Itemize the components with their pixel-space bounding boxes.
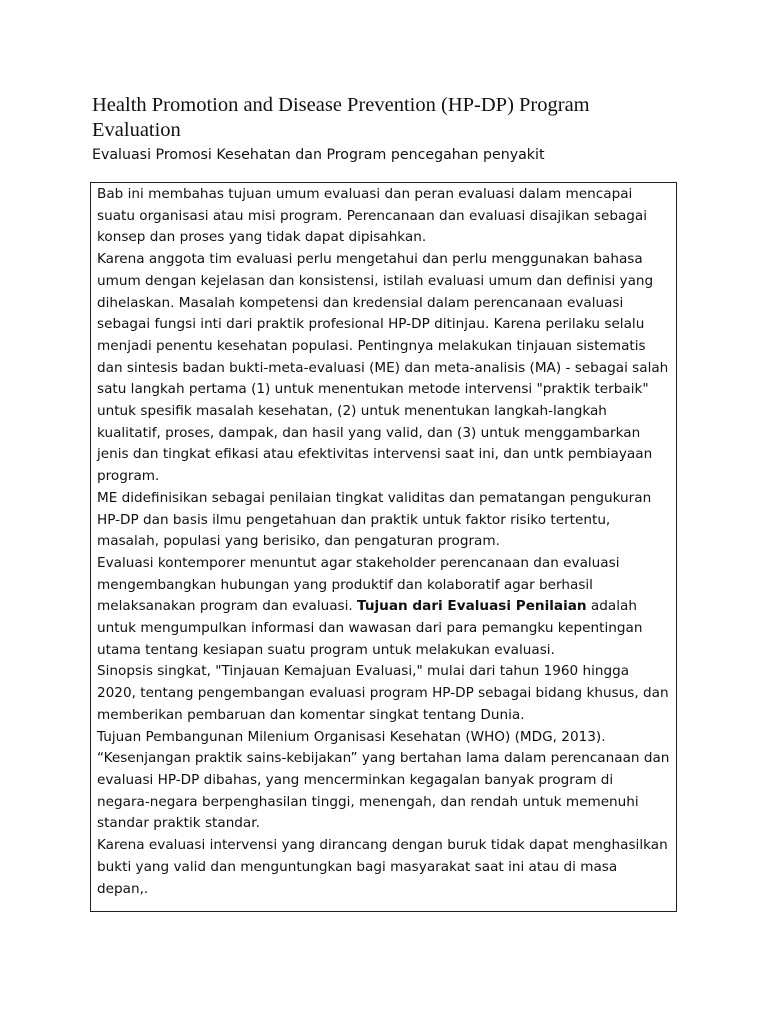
paragraph-stakeholders-lead: Evaluasi kontemporer menuntut agar stakeholder perencanaan dan evaluasi mengembangkan hubungan yang produktif dan kolaboratif agar berhasil melaksanakan program dan evaluasi. bbox=[97, 554, 620, 615]
bold-phrase: Tujuan dari Evaluasi Penilaian bbox=[357, 598, 587, 615]
paragraph-mdg: Tujuan Pembangunan Milenium Organisasi Kesehatan (WHO) (MDG, 2013). bbox=[97, 728, 606, 745]
document-title: Health Promotion and Disease Prevention (HP-DP) Program Evaluation bbox=[92, 94, 590, 141]
paragraph-intro: Bab ini membahas tujuan umum evaluasi dan peran evaluasi dalam mencapai suatu organisasi atau misi program. Perencanaan dan evaluasi disajikan sebagai konsep dan proses yang tidak dapat dipisahkan. bbox=[97, 186, 648, 246]
paragraph-stakeholders bbox=[97, 553, 670, 662]
content-box bbox=[90, 182, 677, 912]
paragraph-terminology: Karena anggota tim evaluasi perlu mengetahui dan perlu menggunakan bahasa umum dengan kejelasan dan konsistensi, istilah evaluasi umum dan definisi yang dihelaskan. Masalah kompetensi dan kredensial dalam perencanaan evaluasi sebagai fungsi inti dari praktik profesional HP-DP ditinjau. Karena perilaku selalu menjadi penentu kesehatan populasi. Pentingnya melakukan tinjauan sistematis dan sintesis badan bukti-meta-evaluasi (ME) dan meta-analisis (MA) - sebagai salah satu langkah pertama (1) untuk menentukan metode intervensi "praktik terbaik" untuk spesifik masalah kesehatan, (2) untuk menentukan langkah-langkah kualitatif, proses, dampak, dan hasil yang valid, dan (3) untuk menggambarkan jenis dan tingkat efikasi atau efektivitas intervensi saat ini, dan untk pembiayaan program. bbox=[97, 251, 669, 485]
paragraph-gap: “Kesenjangan praktik sains-kebijakan” yang bertahan lama dalam perencanaan dan evaluasi HP-DP dibahas, yang mencerminkan kegagalan banyak program di negara-negara berpenghasilan tinggi, menengah, dan rendah untuk memenuhi standar praktik standar. bbox=[97, 750, 670, 832]
document-subtitle: Evaluasi Promosi Kesehatan dan Program pencegahan penyakit bbox=[92, 147, 545, 163]
paragraph-stakeholders-tail: adalah untuk mengumpulkan informasi dan wawasan dari para pemangku kepentingan utama tentang kesiapan suatu program untuk melakukan evaluasi. bbox=[97, 598, 643, 658]
paragraph-synopsis: Sinopsis singkat, "Tinjauan Kemajuan Evaluasi," mulai dari tahun 1960 hingga 2020, tentang pengembangan evaluasi program HP-DP sebagai bidang khusus, dan memberikan pembaruan dan komentar singkat tentang Dunia. bbox=[97, 663, 669, 723]
paragraph-conclusion: Karena evaluasi intervensi yang dirancang dengan buruk tidak dapat menghasilkan bukti yang valid dan menguntungkan bagi masyarakat saat ini atau di masa depan,. bbox=[97, 837, 668, 897]
paragraph-me-definition: ME didefinisikan sebagai penilaian tingkat validitas dan pematangan pengukuran HP-DP dan basis ilmu pengetahuan dan praktik untuk faktor risiko tertentu, masalah, populasi yang berisiko, dan pengaturan program. bbox=[97, 489, 652, 550]
